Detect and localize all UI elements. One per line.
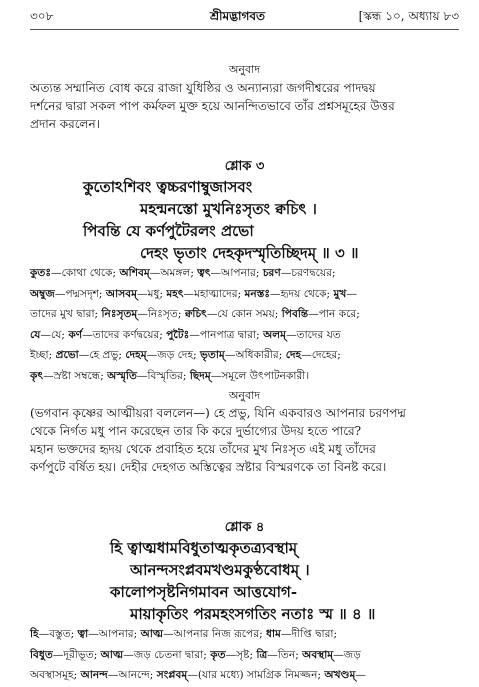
synonym-line: বিধুত—দূরীভূত; আত্ম—জড় চেতনা দ্বারা; কৃত—সৃষ্ট; ত্রি—তিন; অবস্থাম্—জড় [30, 648, 361, 661]
synonyms-block [30, 263, 463, 386]
translation-paragraph [30, 404, 459, 476]
verse-line: কুতোঽশিবং ত্বচ্চরণাম্বুজাসবং [83, 178, 253, 196]
header-divider [30, 29, 459, 30]
translation-paragraph [30, 79, 459, 133]
synonym-line: যে—যে; কর্ণ—তাদের কর্ণদ্বয়ের; পুটৈঃ—পানপাত্র দ্বারা; অলম্—তাদের যত [30, 328, 341, 341]
page-number: ৩০৮ [30, 9, 54, 23]
translation-label: অনুবাদ [228, 63, 261, 76]
synonym-line: কৃৎ—স্রষ্টা সম্বন্ধে; অস্মৃতি—বিস্মৃতির; ছিদম্—সমূলে উৎপাটনকারী। [30, 369, 310, 382]
text-line: মহান ভক্তদের হৃদয় থেকে প্রবাহিত হয়ে তাঁদের মুখ নিঃসৃত এই মধু তাঁদের [30, 442, 376, 456]
translation-label: অনুবাদ [228, 389, 261, 402]
verse-line: কালোপসৃষ্টনিগমাবন আত্তযোগ- [110, 583, 298, 601]
synonym-line: হি—বস্তুত; ত্বা—আপনার; আত্ম—আপনার নিজ রূপের; ধাম—দীপ্তি দ্বারা; [30, 628, 338, 640]
synonym-line: অম্বুজ—পদ্মসদৃশ; আসবম্—মধু; মহৎ—মহাত্মাদের; মনস্তঃ—হৃদয় থেকে; মুখ— [30, 287, 357, 300]
page-header [30, 8, 459, 26]
text-line: দর্শনের দ্বারা সকল পাপ কর্মফল মুক্ত হয়ে আনন্দিতভাবে তাঁর প্রশ্নসমূহের উত্তর [30, 99, 395, 113]
verse-line: মায়াকৃতিং পরমহংসগতিং নতাঃ স্ম ॥ ৪ ॥ [130, 605, 376, 623]
text-line: প্রদান করলেন। [30, 117, 100, 131]
text-line: (ভগবান কৃষ্ণের আত্মীয়রা বললেন—) হে প্রভু, যিনি একবারও আপনার চরণপদ্ম [30, 406, 406, 420]
verse-line: মহন্মনস্তো মুখনিঃসৃতং ক্বচিৎ । [140, 200, 317, 218]
shloka-title: শ্লোক ৩ [224, 159, 265, 174]
verse-line: আনন্দসংপ্লবমখণ্ডমকুণ্ঠবোধম্ । [130, 561, 310, 579]
book-title: শ্রীমদ্ভাগবত [210, 9, 266, 23]
synonym-line: কুতঃ—কোথা থেকে; অশিবম্—অমঙ্গল; ত্বৎ—আপনার; চরণ—চরণদ্বয়ের; [30, 267, 336, 279]
synonym-line: ইচ্ছা; প্রভো—হে প্রভু; দেহম্—জড় দেহ; ভৃতাম্—অধিকারীর; দেহ—দেহের; [30, 349, 341, 361]
verse-line: হি ত্বাত্মধামবিধুতাত্মকৃতত্র্যবস্থাম্ [110, 539, 298, 557]
verse-line: পিবন্তি যে কর্ণপুটৈরলং প্রভো [83, 222, 254, 240]
text-line: কর্ণপুটে বর্ষিত হয়। দেহীর দেহগত অস্তিত্বের স্রষ্টার বিস্মরণকে তা বিনষ্ট করে। [30, 460, 387, 474]
verse-line: দেহং ভৃতাং দেহকৃদস্মৃতিচ্ছিদম্ ॥ ৩ ॥ [140, 244, 359, 262]
text-line: থেকে নির্গত মধু পান করেছেন তার কি করে দুর্ভাগ্যের উদয় হতে পারে? [30, 424, 362, 438]
text-line: অত্যন্ত সম্মানিত বোধ করে রাজা যুধিষ্ঠির ও অন্যান্যরা জগদীশ্বরের পাদদ্বয় [30, 81, 376, 95]
synonyms-block [30, 624, 463, 686]
synonym-line: অবস্থাসমূহ; আনন্দ—আনন্দে; সংপ্লবম্—(যার মধ্যে) সামগ্রিক নিমজ্জন; অখণ্ডম্— [30, 669, 366, 681]
synonym-line: তাদের মুখ দ্বারা; নিঃসৃতম্—নিঃসৃত; ক্বচিৎ—যে কোন সময়; পিবন্তি—পান করে; [30, 308, 360, 320]
shloka-title: শ্লোক ৪ [224, 520, 265, 535]
chapter-reference: [স্কন্ধ ১০, অধ্যায় ৮৩ [358, 9, 459, 23]
